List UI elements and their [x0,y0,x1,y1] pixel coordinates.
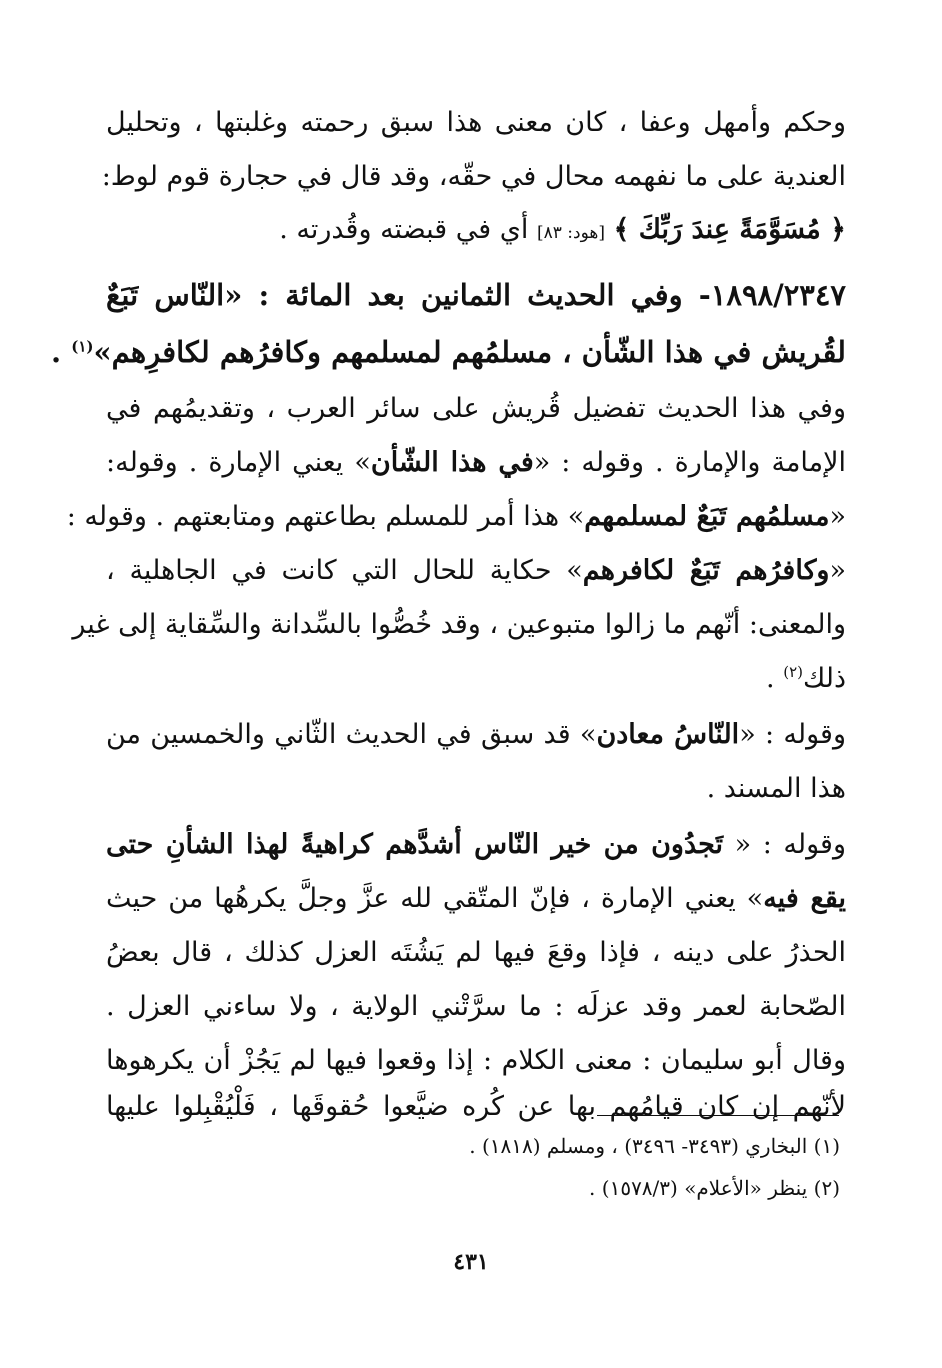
body-line-14 [106,818,846,872]
quoted-phrase: مسلمُهم تَبَعٌ لمسلمهم [584,501,830,532]
body-line-10: والمعنى: أنّهم ما زالوا متبوعين ، وقد خُصُّوا بالسِّدانة والسِّقاية إلى غير [72,609,846,640]
footnote-divider [597,1115,839,1116]
quoted-phrase: يقع فيه [763,883,846,914]
body-line-13: هذا المسند . [706,773,846,804]
page-number: ٤٣١ [453,1249,489,1275]
body-line-8 [66,490,846,544]
body-line-16: الحذرُ على دينه ، فإذا وقعَ فيها لم يَشُتَه العزل كذلك ، قال بعضُ [106,937,846,968]
hadith-heading-line-1: ١٨٩٨/٢٣٤٧- وفي الحديث الثمانين بعد المائة : «النّاس تَبَعٌ [106,278,846,312]
quoted-phrase: في هذا الشّأن [370,447,534,478]
footnote-1: (١) البخاري (٣٤٩٣- ٣٤٩٦) ، ومسلم (١٨١٨) . [469,1134,840,1158]
text-segment: » يعني الإمارة ، فإنّ المتّقي لله عزَّ وجلَّ يكرهُها من حيث [106,883,764,914]
quoted-phrase: تَجدُون من خير النّاس أشدَّهم كراهيةً لهذا الشأنِ حتى [106,829,724,860]
body-line-17: الصّحابة لعمر وقد عزلَه : ما سرَّتْني الولاية ، ولا ساءني العزل . [106,991,846,1022]
quoted-phrase: وكافرُهم تَبَعٌ لكافرهم [582,555,830,586]
body-line-3 [106,203,846,257]
body-line-19: لأنّهم إن كان قيامُهم بها عن كُره ضيَّعوا حُقوقَها ، فَلْيُقْبِلوا عليها [106,1091,846,1122]
quran-verse: ﴿ مُسَوَّمَةً عِندَ رَبِّكَ ﴾ [613,214,846,245]
body-line-6: وفي هذا الحديث تفضيل قُريش على سائر العرب ، وتقديمُهم في [106,393,846,424]
hadith-text: لقُريش في هذا الشّأن ، مسلمُهم لمسلمهم وكافرُهم لكافرِهم» [93,335,846,369]
text-segment: وقوله : « [723,829,846,860]
footnote-2: (٢) ينظر «الأعلام» (١٥٧٨/٣) . [589,1176,840,1200]
footnote-marker-2: (٢) [783,663,803,681]
text-segment: ذلك [802,663,846,694]
text-segment: « [829,501,846,532]
text-segment: » قد سبق في الحديث الثّاني والخمسين من [106,719,597,750]
text-segment: « [829,555,846,586]
text-segment: الإمامة والإمارة . وقوله : « [533,447,847,478]
text-segment: » حكاية للحال التي كانت في الجاهلية ، [106,555,583,586]
text-segment: . [766,663,784,694]
body-line-7 [106,436,846,490]
hadith-end: . [51,335,72,369]
body-line-15 [106,872,846,926]
hadith-heading-line-2 [51,325,846,379]
body-line-1: وحكم وأمهل وعفا ، كان معنى هذا سبق رحمته وغلبتها ، وتحليل [106,107,846,138]
text-segment: » يعني الإمارة . وقوله: [106,447,371,478]
body-line-12 [106,708,846,762]
footnote-marker-1: (١) [71,337,94,356]
quoted-phrase: النّاسُ معادن [596,719,740,750]
body-line-2: العندية على ما نفهمه محال في حقّه، وقد قال في حجارة قوم لوط: [101,161,846,192]
body-line-11 [106,652,846,706]
text-segment: » هذا أمر للمسلم بطاعتهم ومتابعتهم . وقوله : [66,501,585,532]
body-line-3-rest: أي في قبضته وقُدرته . [279,214,529,245]
body-line-18: وقال أبو سليمان : معنى الكلام : إذا وقعوا فيها لم يَجُزْ أن يكرهوها [106,1045,846,1076]
body-line-9 [106,544,846,598]
quran-reference: [هود: ٨٣] [536,223,605,243]
text-segment: وقوله : « [739,719,846,750]
